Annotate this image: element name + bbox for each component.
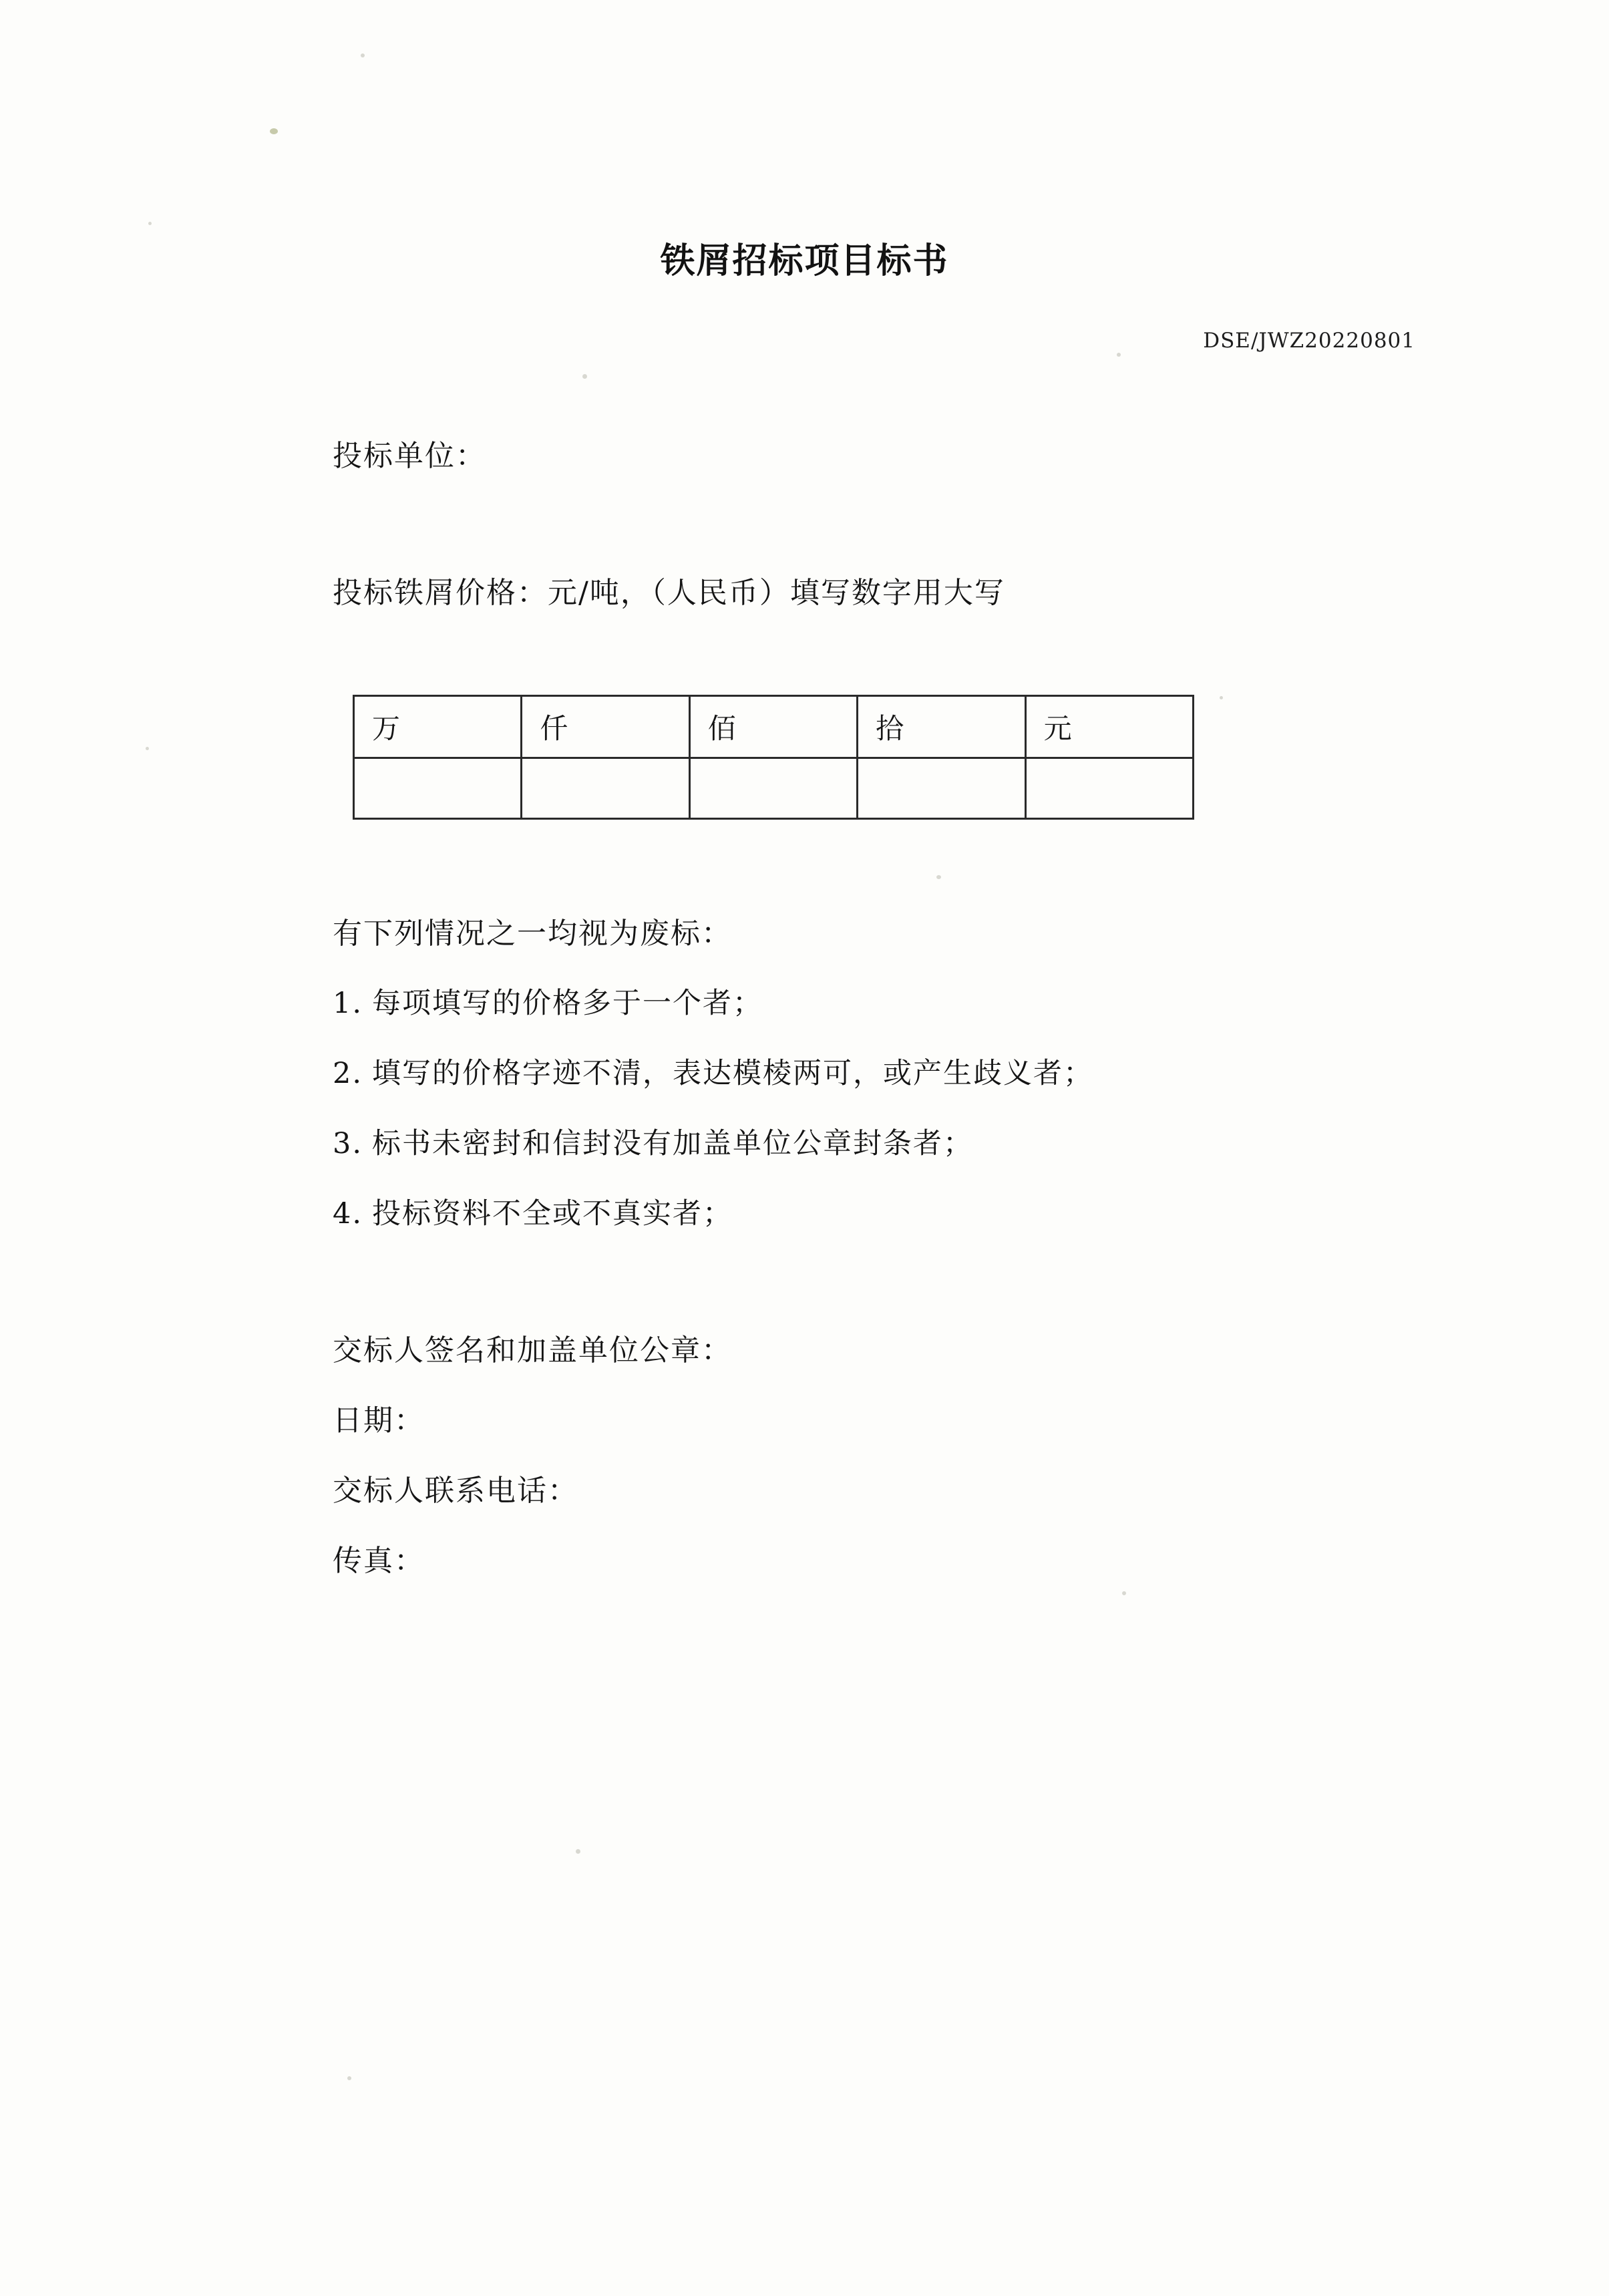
clause-item-3 xyxy=(333,1121,973,1162)
clause-number-1: 1. xyxy=(333,987,363,1020)
amount-header-wan: 万 xyxy=(354,696,522,758)
signature-and-seal-label: 交标人签名和加盖单位公章： xyxy=(333,1333,732,1367)
invalid-bid-heading: 有下列情况之一均视为废标： xyxy=(333,917,732,951)
clause-item-2 xyxy=(333,1051,1093,1092)
amount-value-qian[interactable] xyxy=(522,758,689,819)
amount-header-bai: 佰 xyxy=(689,696,857,758)
clause-text-3: 标书未密封和信封没有加盖单位公章封条者； xyxy=(372,1127,974,1160)
fax-label: 传真： xyxy=(333,1544,425,1578)
amount-value-wan[interactable] xyxy=(354,758,522,819)
amount-value-yuan[interactable] xyxy=(1025,758,1193,819)
table-row-values xyxy=(354,758,1194,819)
clause-text-2: 填写的价格字迹不清，表达模棱两可，或产生歧义者； xyxy=(372,1057,1094,1090)
amount-table xyxy=(353,695,1194,820)
bid-price-label: 投标铁屑价格：元/吨，（人民币）填写数字用大写 xyxy=(333,576,1005,610)
clause-number-3: 3. xyxy=(333,1127,363,1160)
page-title: 铁屑招标项目标书 xyxy=(660,241,949,281)
contact-phone-label: 交标人联系电话： xyxy=(333,1474,578,1508)
clause-text-4: 投标资料不全或不真实者； xyxy=(372,1197,733,1231)
amount-header-shi: 拾 xyxy=(858,696,1025,758)
date-label: 日期： xyxy=(333,1404,425,1438)
clause-item-4 xyxy=(333,1191,733,1232)
clause-text-1: 每项填写的价格多于一个者； xyxy=(372,987,763,1020)
amount-header-qian: 仟 xyxy=(522,696,689,758)
clause-item-1 xyxy=(333,981,763,1021)
amount-value-bai[interactable] xyxy=(689,758,857,819)
amount-header-yuan: 元 xyxy=(1025,696,1193,758)
clause-number-4: 4. xyxy=(333,1197,363,1231)
clause-number-2: 2. xyxy=(333,1057,363,1090)
document-code: DSE/JWZ20220801 xyxy=(1203,329,1415,353)
table-row-headers xyxy=(354,696,1194,758)
amount-value-shi[interactable] xyxy=(858,758,1025,819)
bidder-unit-label: 投标单位： xyxy=(333,439,486,473)
